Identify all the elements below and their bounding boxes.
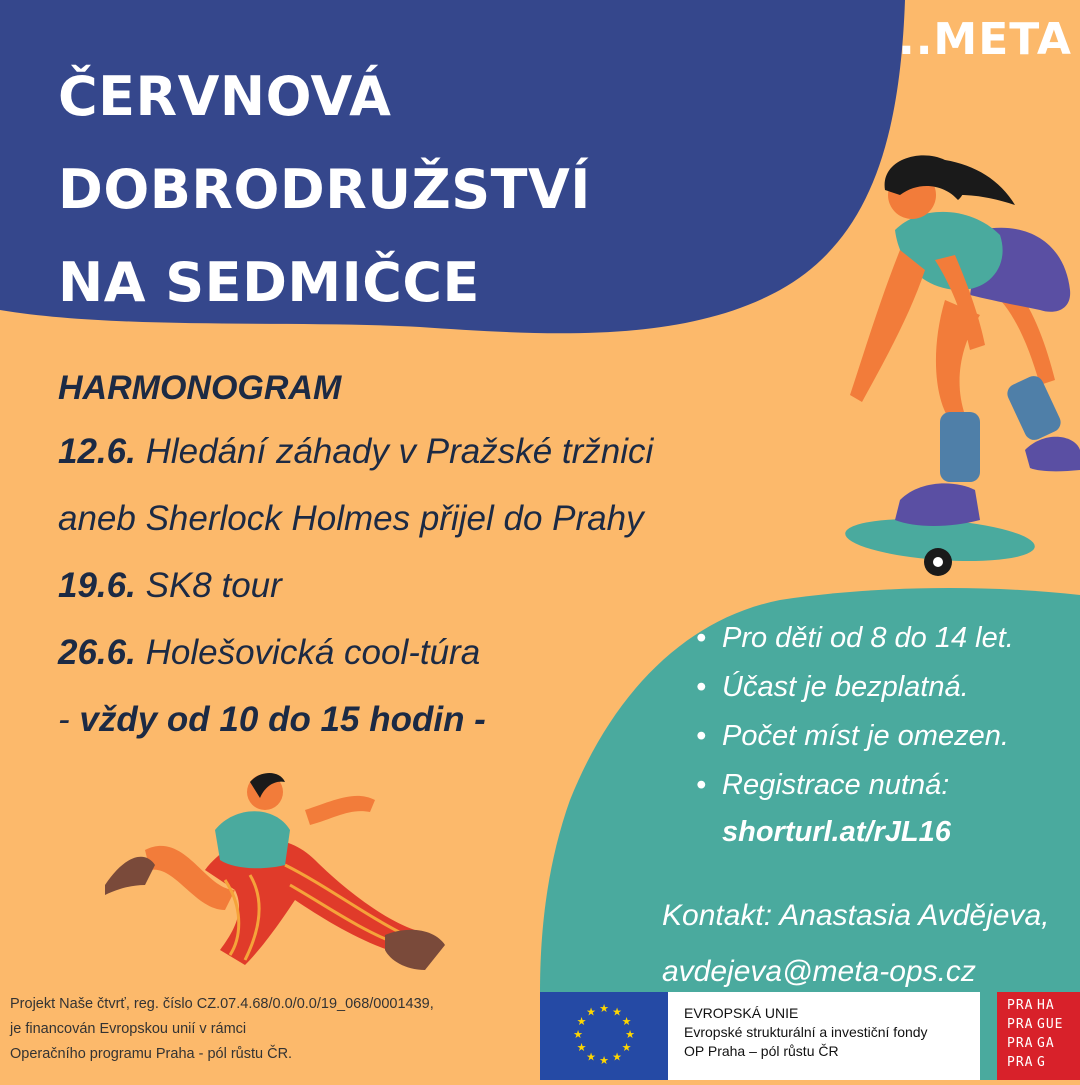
schedule-text: Hledání záhady v Pražské tržnici: [145, 432, 654, 471]
bullet-icon: •: [696, 622, 707, 654]
info-list: [696, 614, 1014, 854]
info-item: [696, 761, 1014, 854]
times-prefix: -: [58, 700, 80, 739]
eu-subtitle: Evropské strukturální a investiční fondy: [684, 1024, 928, 1040]
schedule-date: 26.6.: [58, 633, 136, 672]
schedule-times: [58, 686, 778, 753]
skateboarding-girl-illustration: [840, 150, 1080, 580]
title-line: NA SEDMIČCE: [58, 251, 480, 314]
praha-logo-cell: G: [1037, 1055, 1046, 1070]
praha-logo-cell: PRA: [1007, 1017, 1034, 1032]
bullet-icon: •: [696, 769, 707, 801]
project-note: [10, 992, 434, 1067]
contact-name: Kontakt: Anastasia Avdějeva,: [662, 899, 1050, 932]
praha-logo-cell: PRA: [1007, 998, 1034, 1013]
info-text: Pro děti od 8 do 14 let.: [722, 622, 1014, 654]
svg-text:★: ★: [599, 1002, 609, 1015]
running-woman-illustration: [85, 770, 455, 990]
project-note-line: Projekt Naše čtvrť, reg. číslo CZ.07.4.68/0.0/0.0/19_068/0001439,: [10, 996, 434, 1012]
info-text: Účast je bezplatná.: [722, 671, 969, 703]
info-item: [696, 712, 1014, 761]
schedule-item: [58, 619, 778, 686]
schedule-heading: HARMONOGRAM: [58, 369, 342, 407]
info-text: Registrace nutná:: [722, 769, 950, 801]
page-title: [58, 50, 591, 329]
svg-text:★: ★: [625, 1028, 635, 1041]
eu-logo-box: [540, 992, 980, 1080]
schedule-text: Holešovická cool-túra: [145, 633, 481, 672]
schedule-item: [58, 552, 778, 619]
praha-logo: [997, 992, 1080, 1080]
praha-logo-cell: PRA: [1007, 1055, 1034, 1070]
svg-text:★: ★: [576, 1041, 587, 1054]
svg-text:★: ★: [612, 1005, 622, 1019]
svg-text:★: ★: [586, 1050, 596, 1064]
praha-logo-cell: PRA: [1007, 1036, 1034, 1051]
svg-text:★: ★: [573, 1028, 583, 1041]
schedule-item: [58, 418, 778, 485]
info-item: [696, 663, 1014, 712]
title-line: DOBRODRUŽSTVÍ: [58, 158, 591, 221]
eu-title: EVROPSKÁ UNIE: [684, 1005, 799, 1021]
svg-text:★: ★: [586, 1005, 596, 1019]
svg-text:★: ★: [621, 1015, 632, 1028]
project-note-line: Operačního programu Praha - pól růstu ČR.: [10, 1046, 293, 1062]
praha-logo-cell: HA: [1037, 998, 1055, 1013]
schedule-date: 12.6.: [58, 432, 136, 471]
svg-text:★: ★: [621, 1041, 632, 1054]
info-item: [696, 614, 1014, 663]
schedule-date: 19.6.: [58, 566, 136, 605]
project-note-line: je financován Evropskou unií v rámci: [10, 1021, 247, 1037]
svg-text:★: ★: [576, 1015, 587, 1028]
bullet-icon: •: [696, 671, 707, 703]
contact: [662, 888, 1049, 1000]
info-text: Počet míst je omezen.: [722, 720, 1009, 752]
bullet-icon: •: [696, 720, 707, 752]
title-line: ČERVNOVÁ: [58, 65, 392, 128]
schedule-text: SK8 tour: [145, 566, 282, 605]
registration-link[interactable]: shorturl.at/rJL16: [722, 816, 951, 848]
contact-email[interactable]: avdejeva@meta-ops.cz: [662, 955, 976, 988]
eu-program: OP Praha – pól růstu ČR: [684, 1043, 839, 1059]
eu-flag-icon: [540, 992, 668, 1080]
eu-text: [684, 1004, 928, 1061]
praha-logo-text: [1007, 996, 1071, 1072]
praha-logo-cell: GA: [1037, 1036, 1055, 1051]
schedule-text: aneb Sherlock Holmes přijel do Prahy: [58, 499, 644, 538]
meta-logo: ..META: [898, 14, 1072, 65]
eu-stars: [540, 992, 668, 1080]
times-text: vždy od 10 do 15 hodin -: [79, 700, 486, 739]
svg-text:★: ★: [612, 1050, 622, 1064]
svg-text:★: ★: [599, 1054, 609, 1067]
praha-logo-cell: GUE: [1037, 1017, 1064, 1032]
schedule: [58, 360, 778, 753]
schedule-item: [58, 485, 778, 552]
